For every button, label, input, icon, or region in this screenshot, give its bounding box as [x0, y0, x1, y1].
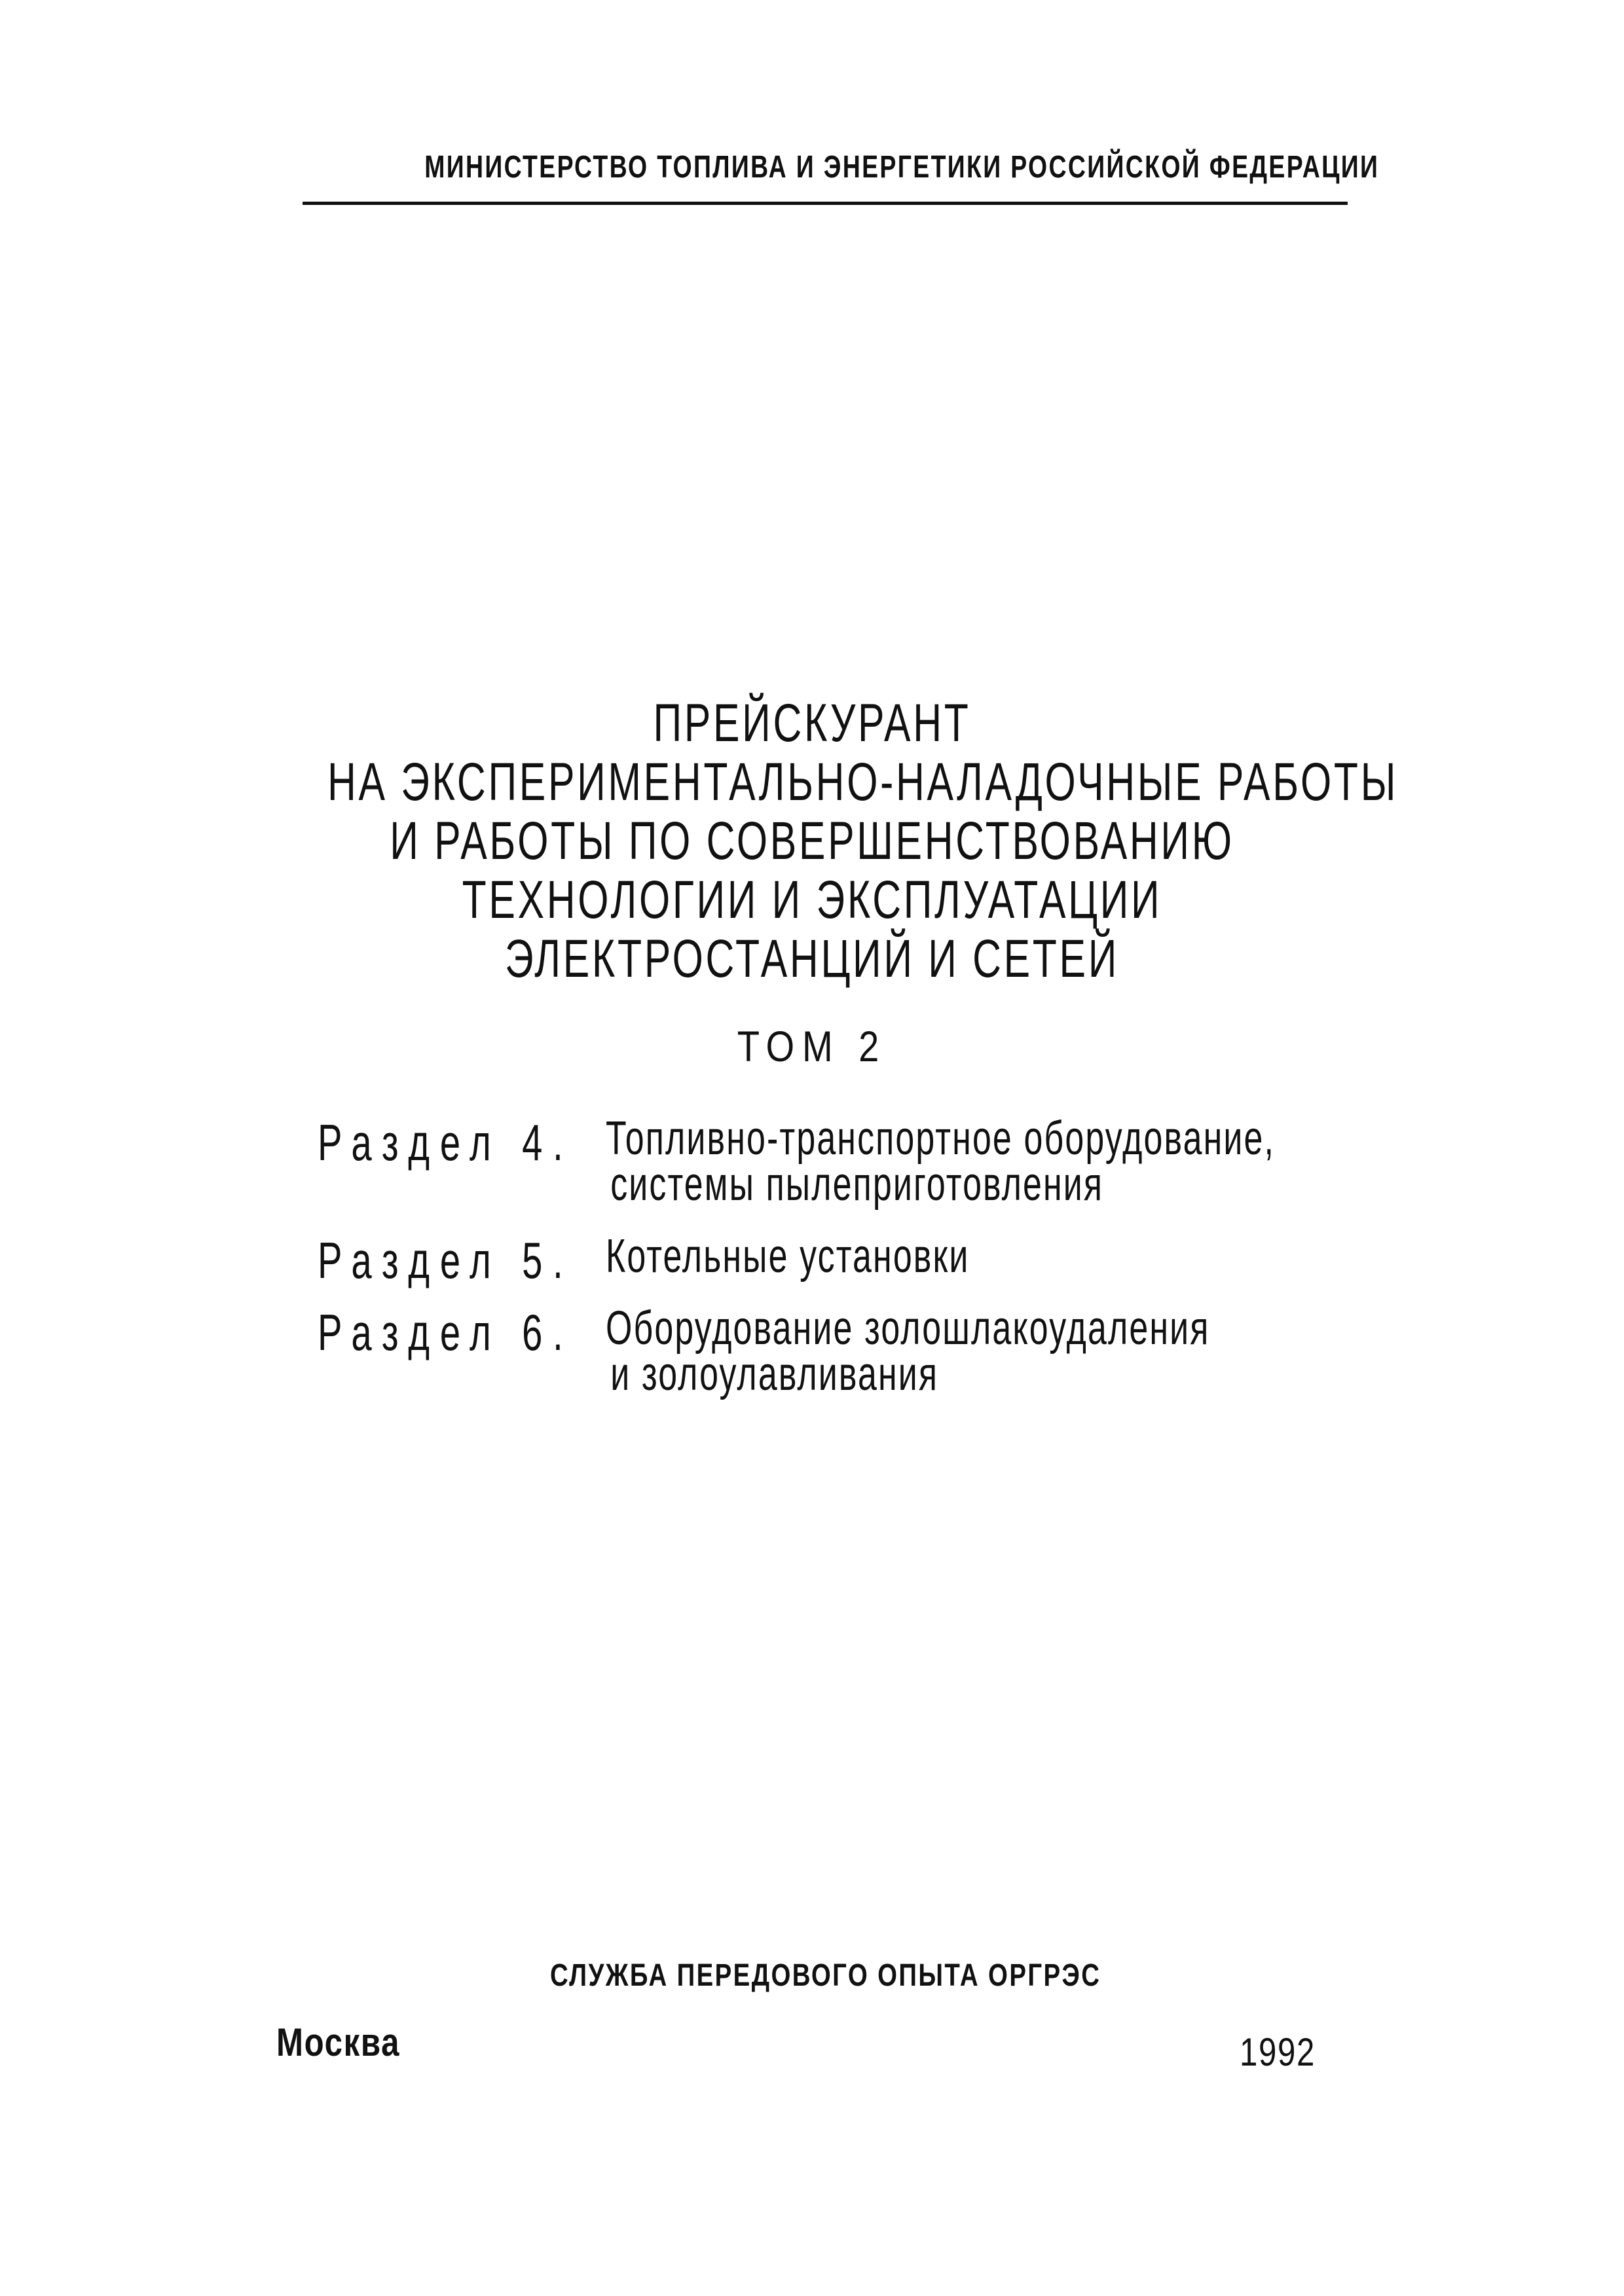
volume-label: ТОМ 2: [737, 1022, 887, 1070]
title-line-2: НА ЭКСПЕРИМЕНТАЛЬНО-НАЛАДОЧНЫЕ РАБОТЫ: [327, 752, 1399, 812]
title-line-5: ЭЛЕКТРОСТАНЦИЙ И СЕТЕЙ: [504, 929, 1120, 989]
section-6-text: [606, 1302, 1457, 1400]
publisher-service: СЛУЖБА ПЕРЕДОВОГО ОПЫТА ОРГРЭС: [550, 1958, 1101, 1993]
section-5-line-1: Котельные установки: [606, 1230, 970, 1283]
publication-city: Москва: [276, 2020, 401, 2064]
section-4-label: Раздел 4.: [318, 1114, 574, 1171]
section-4-text: [606, 1112, 1457, 1211]
section-6-line-1: Оборудование золошлакоудаления: [606, 1302, 1210, 1355]
ministry-header: МИНИСТЕРСТВО ТОПЛИВА И ЭНЕРГЕТИКИ РОССИЙСКОЙ ФЕДЕРАЦИИ: [424, 150, 1380, 185]
section-6-label: Раздел 6.: [318, 1303, 574, 1361]
section-4-line-1: Топливно-транспортное оборудование,: [606, 1112, 1276, 1165]
title-line-1: ПРЕЙСКУРАНТ: [653, 693, 971, 753]
publication-year: 1992: [1240, 2030, 1316, 2074]
section-4-line-2: системы пылеприготовления: [610, 1158, 1104, 1211]
section-5-text: [606, 1230, 1457, 1283]
title-line-4: ТЕХНОЛОГИИ И ЭКСПЛУАТАЦИИ: [462, 870, 1162, 930]
header-rule: [303, 202, 1348, 205]
section-6-line-2: и золоулавливания: [610, 1348, 939, 1400]
section-5-label: Раздел 5.: [318, 1231, 574, 1289]
title-line-3: И РАБОТЫ ПО СОВЕРШЕНСТВОВАНИЮ: [390, 811, 1234, 871]
document-title: [157, 694, 1467, 989]
